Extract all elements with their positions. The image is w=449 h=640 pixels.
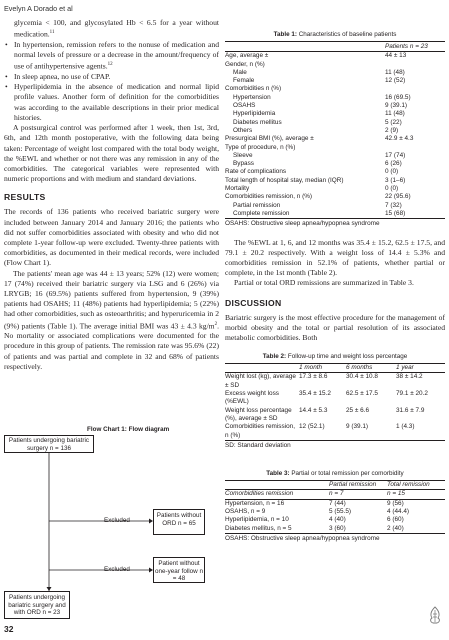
table3-caption: Table 3: Partial or total remission per comorbidity — [266, 470, 404, 478]
flow-excluded-label-2: Excluded — [104, 566, 130, 573]
table3-row-label: OSAHS, n = 9 — [225, 508, 266, 516]
table1-row-label: Others — [233, 126, 253, 134]
table3-remission-per-comorbidity — [225, 480, 445, 533]
table2-follow-up — [225, 363, 445, 440]
table1-baseline-characteristics — [225, 41, 445, 218]
results-paragraph-2: The patients' mean age was 44 ± 13 years; 52% (12) were women; 17 (74%) received their bariatric surgery via LSG and 6 (26%) via LRYGB; 16 (69.5%) patients suffered from hypertension, 9 (39%) patients had OSAHS; 11 (48%) patients had hyperlipidemia; 5 (22%) had other comorbidities, such as osteoarthritis; and hyperuricemia in 2 (9%) patients (Table 1). The average initial BMI was 43 ± 4.3 $kg/m^2$. No mortality or associated complications were documented for the procedure in this group of patients. The remission rate was 95.6% (22) of patients and was partial and complete in 32 and 68% of patients respectively. — [4, 268, 219, 371]
table2-cell: 35.4 ± 15.2 — [299, 390, 331, 398]
page-number: 32 — [4, 624, 14, 634]
table3-cell: 7 (44) — [329, 499, 346, 507]
table1-row — [225, 135, 445, 143]
table1-row — [225, 85, 445, 93]
table3-subheader-cell: n = 7 — [329, 490, 344, 498]
table3-cell: 2 (40) — [387, 524, 404, 532]
results-heading: RESULTS — [4, 192, 46, 203]
table3-row — [225, 508, 445, 516]
table1-row-value: 9 (39.1) — [385, 102, 408, 110]
results-paragraph-4: Partial or total ORD remissions are summarized in Table 3. — [234, 278, 414, 288]
table1-row-label: Gender, n (%) — [225, 60, 265, 68]
table2-row-label: Excess weight loss (%EWL) — [225, 390, 279, 406]
right-column — [225, 18, 445, 543]
methods-paragraph: A postsurgical control was performed after 1 week, then 1st, 3rd, 6th, and 12th month postoperative, with the following data being taken: Percentage of weight lost compared with the total body weight, the %EWL and whether or not there was any remission in any of the comorbidities. The categorical variables were represented with numeric proportions and with medium and standard deviations. — [4, 123, 219, 184]
table1-row — [225, 210, 445, 218]
bullet-icon: • — [5, 39, 8, 49]
bullet-hypertension: • In hypertension, remission refers to the nonuse of medication and normal levels of pressure or a decrease in the amount/frequency of use of antihypertensive agents.$^{12}$ — [5, 39, 219, 71]
table3-subheader-cell: Comorbidities remission — [225, 490, 294, 498]
table1-row-label: Male — [233, 68, 247, 76]
discussion-paragraph: Bariatric surgery is the most effective procedure for the management of morbid obesity and the total or partial resolution of its associated metabolic comorbidities. Both — [225, 312, 445, 342]
table2-caption: Table 2: Follow-up time and weight loss percentage — [262, 353, 408, 361]
table1-row — [225, 61, 445, 69]
table1-row — [225, 177, 445, 185]
table2-cell: 17.3 ± 8.6 — [299, 373, 328, 381]
table3-subheader-row — [225, 490, 445, 499]
table3-cell: 3 (60) — [329, 524, 346, 532]
running-header: Evelyn A Dorado et al — [4, 4, 73, 13]
flow-box-excluded-no-follow: Patient without one-year follow n = 48 — [153, 557, 205, 583]
table1-caption: Table 1: Characteristics of baseline patients — [273, 31, 397, 38]
table2-cell: 79.1 ± 20.2 — [396, 390, 428, 398]
table1-row — [225, 185, 445, 193]
table1-row-value: 42.9 ± 4.3 — [385, 135, 414, 143]
table3-subheader-cell: n = 15 — [387, 490, 405, 498]
table1-row-label: Comorbidities remission, n (%) — [225, 193, 313, 201]
table1-row — [225, 160, 445, 168]
table3-row — [225, 525, 445, 533]
table1-row-value: 5 (22) — [385, 118, 402, 126]
table3-row — [225, 499, 445, 508]
table1-row — [225, 69, 445, 77]
table2-cell: 38 ± 14.2 — [396, 373, 423, 381]
table1-row — [225, 152, 445, 160]
flow-chart-caption: Flow Chart 1: Flow diagram — [87, 426, 170, 433]
table2-row — [225, 423, 445, 440]
table3-row-label: Hyperlipidemia, n = 10 — [225, 516, 289, 524]
table1-rows — [225, 52, 445, 218]
table1-row — [225, 119, 445, 127]
table1-row-value: 7 (32) — [385, 201, 402, 209]
table1-row-value — [385, 144, 445, 152]
table1-row — [225, 94, 445, 102]
table1-column-header: Patients n = 23 — [385, 43, 428, 50]
flow-box-start: Patients undergoing bariatric surgery n = 136 — [4, 435, 94, 453]
table1-row-label: Type of procedure, n (%) — [225, 143, 296, 151]
table2-rows — [225, 373, 445, 440]
table1-row-value: 11 (48) — [385, 68, 405, 76]
table1-row-label: Partial remission — [233, 201, 281, 209]
table2-cell: 9 (39.1) — [346, 423, 369, 431]
table2-header-row — [225, 364, 445, 373]
table1-row-value: 11 (48) — [385, 110, 405, 118]
table1-row — [225, 144, 445, 152]
table2-cell: 62.5 ± 17.5 — [346, 390, 378, 398]
table2-row-label: Weight lost (kg), average ± SD — [225, 373, 296, 389]
table1-row-value: 15 (68) — [385, 209, 406, 217]
table1-row-label: Sleeve — [233, 151, 253, 159]
table2-cell: 1 (4.3) — [396, 423, 415, 431]
table1-row-value: 6 (26) — [385, 160, 402, 168]
results-paragraph-3: The %EWL at 1, 6, and 12 months was 35.4 ± 15.2, 62.5 ± 17.5, and 79.1 ± 20.2 respectively. With a weight loss of 14.4 ± 5.3% and comorbidities remission in 52.1% of patients, whether partial or complete, in the 1st month (Table 2). — [225, 237, 445, 278]
table1-row-label: OSAHS — [233, 102, 256, 110]
table1-row-value — [385, 85, 445, 93]
table2-row — [225, 373, 445, 390]
table1-footnote: OSAHS: Obstructive sleep apnea/hypopnea syndrome — [225, 218, 445, 228]
table3-cell: 4 (44.4) — [387, 508, 410, 516]
table3-footnote: OSAHS: Obstructive sleep apnea/hypopnea syndrome — [225, 533, 445, 543]
table1-row-value: 17 (74) — [385, 151, 406, 159]
table1-row-label: Mortality — [225, 185, 250, 193]
table3-row-label: Diabetes mellitus, n = 5 — [225, 524, 292, 532]
table3-header-cell: Total remission — [387, 481, 430, 489]
table3-row — [225, 516, 445, 524]
bullet-icon: • — [5, 72, 8, 82]
table1-row-label: Complete remission — [233, 209, 290, 217]
table1-row — [225, 168, 445, 176]
table1-row — [225, 102, 445, 110]
table1-row-value: 2 (9) — [385, 126, 399, 134]
table1-row-value: 16 (69.5) — [385, 93, 411, 101]
table1-row-label: Diabetes mellitus — [233, 118, 282, 126]
table2-cell: 25 ± 6.6 — [346, 406, 370, 414]
flow-box-excluded-no-ord: Patients without ORD n = 65 — [153, 509, 205, 535]
table2-row-label: Weight loss percentage (%), average ± SD — [225, 406, 292, 422]
table1-row-label: Female — [233, 77, 255, 85]
table2-header-cell: 1 month — [299, 364, 323, 372]
table1-row — [225, 193, 445, 201]
table1-row-value: 0 (0) — [385, 168, 399, 176]
table2-cell: 14.4 ± 5.3 — [299, 406, 328, 414]
table2-cell: 31.6 ± 7.9 — [396, 406, 425, 414]
table3-rows — [225, 499, 445, 533]
table2-header-cell: 1 year — [396, 364, 414, 372]
table2-header-cell: 6 months — [346, 364, 373, 372]
table2-row — [225, 390, 445, 407]
table1-row-label: Rate of complications — [225, 168, 287, 176]
results-paragraph-1: The records of 136 patients who received bariatric surgery were included between January 2014 and January 2016; the patients who did not suffer comorbidities associated with obesity and who did not complete 1-year follow-up were excluded. Twenty-three patients with comorbidities, as documented in their medical records, were included (Flow Chart 1). — [4, 207, 219, 268]
bullet-hyperlipidemia: • Hyperlipidemia in the absence of medication and normal lipid profile values. Another form of definition for the comorbidities was according to the available descriptions in their prior medical histories. — [5, 82, 219, 122]
flow-excluded-label-1: Excluded — [104, 517, 130, 524]
table1-row-label: Bypass — [233, 160, 254, 168]
table3-cell: 9 (56) — [387, 499, 404, 507]
table1-row — [225, 77, 445, 85]
table1-row — [225, 202, 445, 210]
table2-cell: 12 (52.1) — [299, 423, 325, 431]
table1-row-label: Presurgical BMI (%), average ± — [225, 135, 314, 143]
table1-row — [225, 110, 445, 118]
bullet-sleep-apnea: • In sleep apnea, no use of CPAP. — [5, 72, 111, 82]
table3-cell: 5 (55.5) — [329, 508, 352, 516]
table1-header-row — [225, 42, 445, 52]
table1-row-value: 0 (0) — [385, 185, 399, 193]
table1-row-label: Comorbidities n (%) — [225, 85, 282, 93]
table1-row — [225, 52, 445, 61]
table1-row — [225, 127, 445, 135]
table1-row-value — [385, 61, 445, 69]
table2-footnote: SD: Standard deviation — [225, 440, 445, 450]
table1-row-value: 12 (52) — [385, 77, 406, 85]
publisher-logo-icon — [428, 606, 442, 626]
table1-row-value: 3 (1–6) — [385, 176, 406, 184]
continued-text: glycemia < 100, and glycosylated Hb < 6.5 for a year without medication.$^{11}$ — [14, 18, 219, 39]
table3-header-cell: Partial remission — [329, 481, 377, 489]
table3-row-label: Hypertension, n = 16 — [225, 499, 285, 507]
flow-box-final: Patients undergoing bariatric surgery and with ORD n = 23 — [4, 591, 70, 619]
table1-row-label: Total length of hospital stay, median (IQR) — [225, 176, 344, 184]
table1-row-label: Hypertension — [233, 93, 271, 101]
discussion-heading: DISCUSSION — [225, 297, 282, 308]
table3-cell: 6 (60) — [387, 516, 404, 524]
table3-header-row — [225, 481, 445, 490]
table3-cell: 4 (40) — [329, 516, 346, 524]
bullet-icon: • — [5, 82, 8, 92]
table1-row-label: Age, average ± — [225, 52, 269, 60]
table2-row-label: Comorbidities remission, n (%) — [225, 423, 295, 439]
table2-cell: 30.4 ± 10.8 — [346, 373, 378, 381]
table1-row-value: 44 ± 13 — [385, 52, 407, 60]
table1-row-value: 22 (95.6) — [385, 193, 411, 201]
table2-row — [225, 407, 445, 424]
table1-row-label: Hyperlipidemia — [233, 110, 276, 118]
